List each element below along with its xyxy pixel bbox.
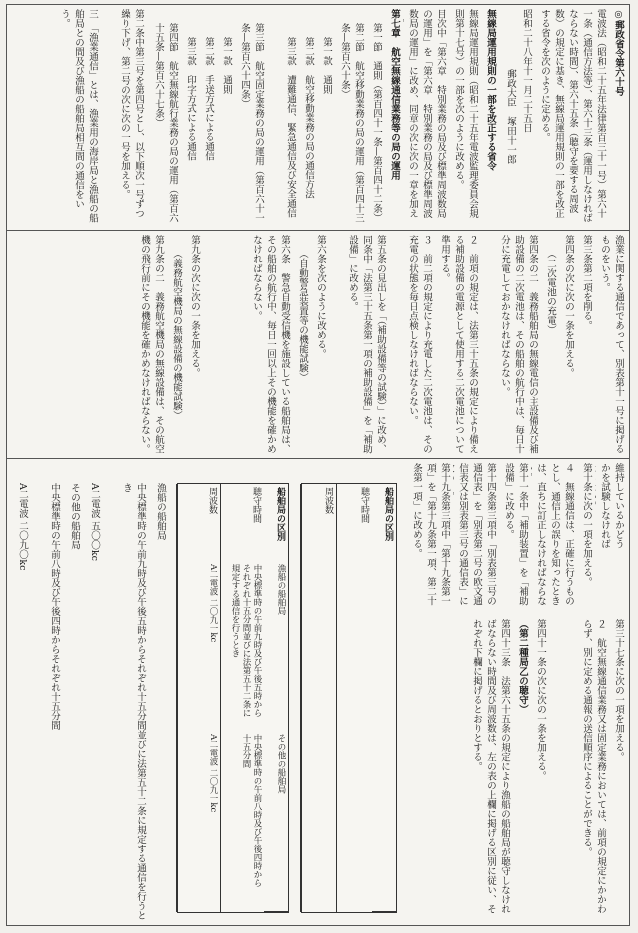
table1-freq bbox=[300, 484, 336, 912]
article-14-amend: 第十四条第三項中「別表第三号の通信表」を「別表第二号の欧文通信表又は別表第三号の通信表」に bbox=[457, 463, 496, 606]
article-4-2: 第四条の二 義務船舶局の無線電信の主設備及び補助設備の二次電池は、その船舶の航行中は、毎日十分に充電しておかなければならない。 bbox=[499, 235, 538, 454]
t1-r2-class: その他の船舶局 bbox=[69, 483, 80, 550]
section-1: 第一節 通則（第百四十一条—第百四十二条） bbox=[371, 23, 382, 223]
table2-header-class: 船舶局の区別 bbox=[264, 484, 288, 912]
article-5-amend: 第五条の見出しを「（補助設備等の試験）」に改め、同条中「法第三十五条第一項の補助設備」を「補助設備」に改める。 bbox=[347, 235, 386, 454]
subsection-1: 第一款 通則 bbox=[321, 37, 332, 94]
section-top bbox=[7, 5, 629, 231]
table2-header-hours: 聴守時間 bbox=[251, 487, 261, 523]
table2-row-1-class: 漁船の船舶局 bbox=[276, 564, 286, 615]
t1-r2-hours: 中央標準時の午前八時及び午後四時からそれぞれ十五分間 bbox=[49, 483, 60, 730]
section-3: 第三節 航空固定業務の局の運用（第百六十一条—第百六十四条） bbox=[239, 23, 264, 223]
gazette-page bbox=[6, 4, 630, 926]
article-2-item-3: 三 「漁業通信」とは、漁業用の海岸局と漁船の船舶局との間及び漁船の船舶局相互間の通信をいう。 bbox=[59, 9, 98, 223]
table2-row-2-class: その他の船舶局 bbox=[276, 734, 286, 794]
item-continued: 漁業に関する通信であって、別表第十一号に掲げるものをいう。 bbox=[599, 235, 624, 454]
section-bottom bbox=[7, 459, 629, 925]
battery-heading: （二次電池の充電） bbox=[545, 249, 556, 335]
article-4-add: 第四条の次に次の一条を加える。 bbox=[563, 235, 574, 378]
article-6-replace: 第六条を次のように改める。 bbox=[315, 235, 326, 359]
table1-header-freq: 周波数 bbox=[323, 487, 333, 514]
subsection-3: 第三款 遭難通信、緊急通信及び安全通信 bbox=[285, 37, 296, 218]
article-3-delete: 第三条第二項を削る。 bbox=[581, 235, 592, 330]
article-6: 第六条 警急自動受信機を施設している船舶局は、その船舶の航行中、毎日一回以上その機能を確かめなければならない。 bbox=[251, 235, 290, 454]
section-4: 第四節 航空無線航行業務の局の運用（第百六十五条—第百六十七条） bbox=[153, 23, 178, 223]
toc-intro: 目次中「第六章 特別業務の局及び標準周波数局の運用」を「第六章 特別業務の局及び標準周波数局の運用」に改め、同章の次に次の一章を加え bbox=[407, 9, 446, 218]
table1-hours bbox=[336, 484, 372, 912]
article-37-add: 第三十七条に次の一項を加える。 bbox=[613, 619, 624, 762]
subsection-3-3: 第三款 印字方式による通信 bbox=[185, 37, 196, 161]
aircraft-heading: （義務航空機局の無線設備の機能試験） bbox=[171, 249, 182, 420]
section-middle bbox=[7, 231, 629, 459]
law-intro: 電波法（昭和二十五年法律第百三十一号）第六十一条（通信方法等）、第六十三条（運用しなければならない時間）、第六十五条（聴守を要する周波数）の規定に基き、無線局運用規則の一部を改正する省令を次のように定める。 bbox=[539, 9, 606, 223]
date: 昭和二十八年十一月二十五日 bbox=[521, 9, 532, 133]
table1-header-hours: 聴守時間 bbox=[359, 487, 369, 523]
chapter-7: 第七章 航空無線通信業務等の局の運用 bbox=[389, 9, 400, 180]
signature: 郵政大臣 塚田十一郎 bbox=[505, 69, 516, 164]
article-37-p2: ２ 航空無線通信業務又は固定業務においては、前項の規定にかかわらず、別に定める通報の送信順序によることができる。 bbox=[581, 619, 606, 914]
auto-alarm-heading: （自動警急装置等の機能試験） bbox=[297, 249, 308, 382]
table2-row-2-freq: A二電波 二〇九一kc bbox=[208, 734, 218, 813]
table2-header-freq: 周波数 bbox=[207, 487, 217, 514]
table1-header-class: 船舶局の区別 bbox=[372, 484, 396, 912]
table2-row-1-freq: A二電波 二〇九一kc bbox=[208, 564, 218, 643]
watch-table-1 bbox=[301, 483, 397, 913]
section-2: 第二節 航空移動業務の局の運用（第百四十三条—第百六十条） bbox=[339, 23, 364, 223]
watch-table-2 bbox=[177, 483, 289, 913]
maintain-text: 維持しているかどうかを試験しなければ bbox=[599, 463, 624, 549]
article-10-add: 第十条に次の一項を加える。 bbox=[581, 463, 592, 587]
article-19-amend: 第十九条第三項中「第十九条第一項」を「第十九条第一項、第二十条第一項」に改める。 bbox=[411, 463, 450, 606]
article-4-2-p3: ３ 前二項の規定により充電した二次電池は、その充電の状態を毎日点検しなければならない。 bbox=[407, 235, 432, 454]
t1-r2-freq: A二電波 二〇九〇kc bbox=[17, 483, 28, 571]
subsection-3-1: 第一款 通則 bbox=[221, 37, 232, 94]
article-2-amend: 第二条中第三号を第四号とし、以下順次一号ずつ繰り下げ、第二号の次に次の一号を加える。 bbox=[119, 9, 144, 218]
ordinance-number: ◎郵政省令第六十号 bbox=[613, 9, 624, 96]
table2-row-1-hours: 中央標準時の午前九時及び午後五時からそれぞれ十五分間並びに法第五十二条に規定する通信を行うとき bbox=[230, 564, 262, 717]
t1-r1-freq: A二電波 五〇〇kc bbox=[89, 483, 100, 561]
intro-title: 無線局運用規則の一部を改正する省令 bbox=[485, 9, 496, 171]
article-4-2-p2: ２ 前項の規定は、法第三十五条の規定により備える補助設備の電源として使用する二次電池について準用する。 bbox=[439, 235, 478, 454]
article-9-add: 第九条の次に次の一条を加える。 bbox=[189, 235, 200, 378]
subsection-3-2: 第二款 手送方式による通信 bbox=[203, 37, 214, 161]
article-11-amend: 第十一条中「補助装置」を「補助設備」に改める。 bbox=[503, 463, 528, 606]
intro-body: 無線局運用規則（昭和二十五年電波監理委員会規則第十七号）の一部を次のように改める。 bbox=[453, 9, 478, 218]
article-43: 第四十三条 法第六十五条の規定により漁船の船舶局が聴守しなければならない時間及び周波数は、左の表の上欄に掲げる区別に従い、それぞれ下欄に掲げるとおりとする。 bbox=[471, 619, 510, 914]
article-10-p4: ４ 無線通信は、正確に行うものとし、通信上の誤りを知ったときは、直ちに訂正しなければならな bbox=[535, 463, 574, 606]
article-9-2: 第九条の二 義務航空機局の無線設備は、その航空機の飛行前にその機能を確かめなければならない。 bbox=[139, 235, 164, 454]
watch-heading: （第二種局乙の聴守） bbox=[517, 619, 528, 714]
table2-row-2-hours: 中央標準時の午前八時及び午後四時から十五分間 bbox=[241, 734, 262, 887]
article-41-add: 第四十一条の次に次の一条を加える。 bbox=[535, 619, 546, 781]
t1-r1-hours: 中央標準時の午前九時及び午後五時からそれぞれ十五分間並びに法第五十二条に規定する通信を行うとき bbox=[121, 483, 146, 920]
t1-r1-class: 漁船の船舶局 bbox=[155, 483, 166, 540]
subsection-2: 第二款 航空移動業務の局の通信方法 bbox=[303, 37, 314, 199]
